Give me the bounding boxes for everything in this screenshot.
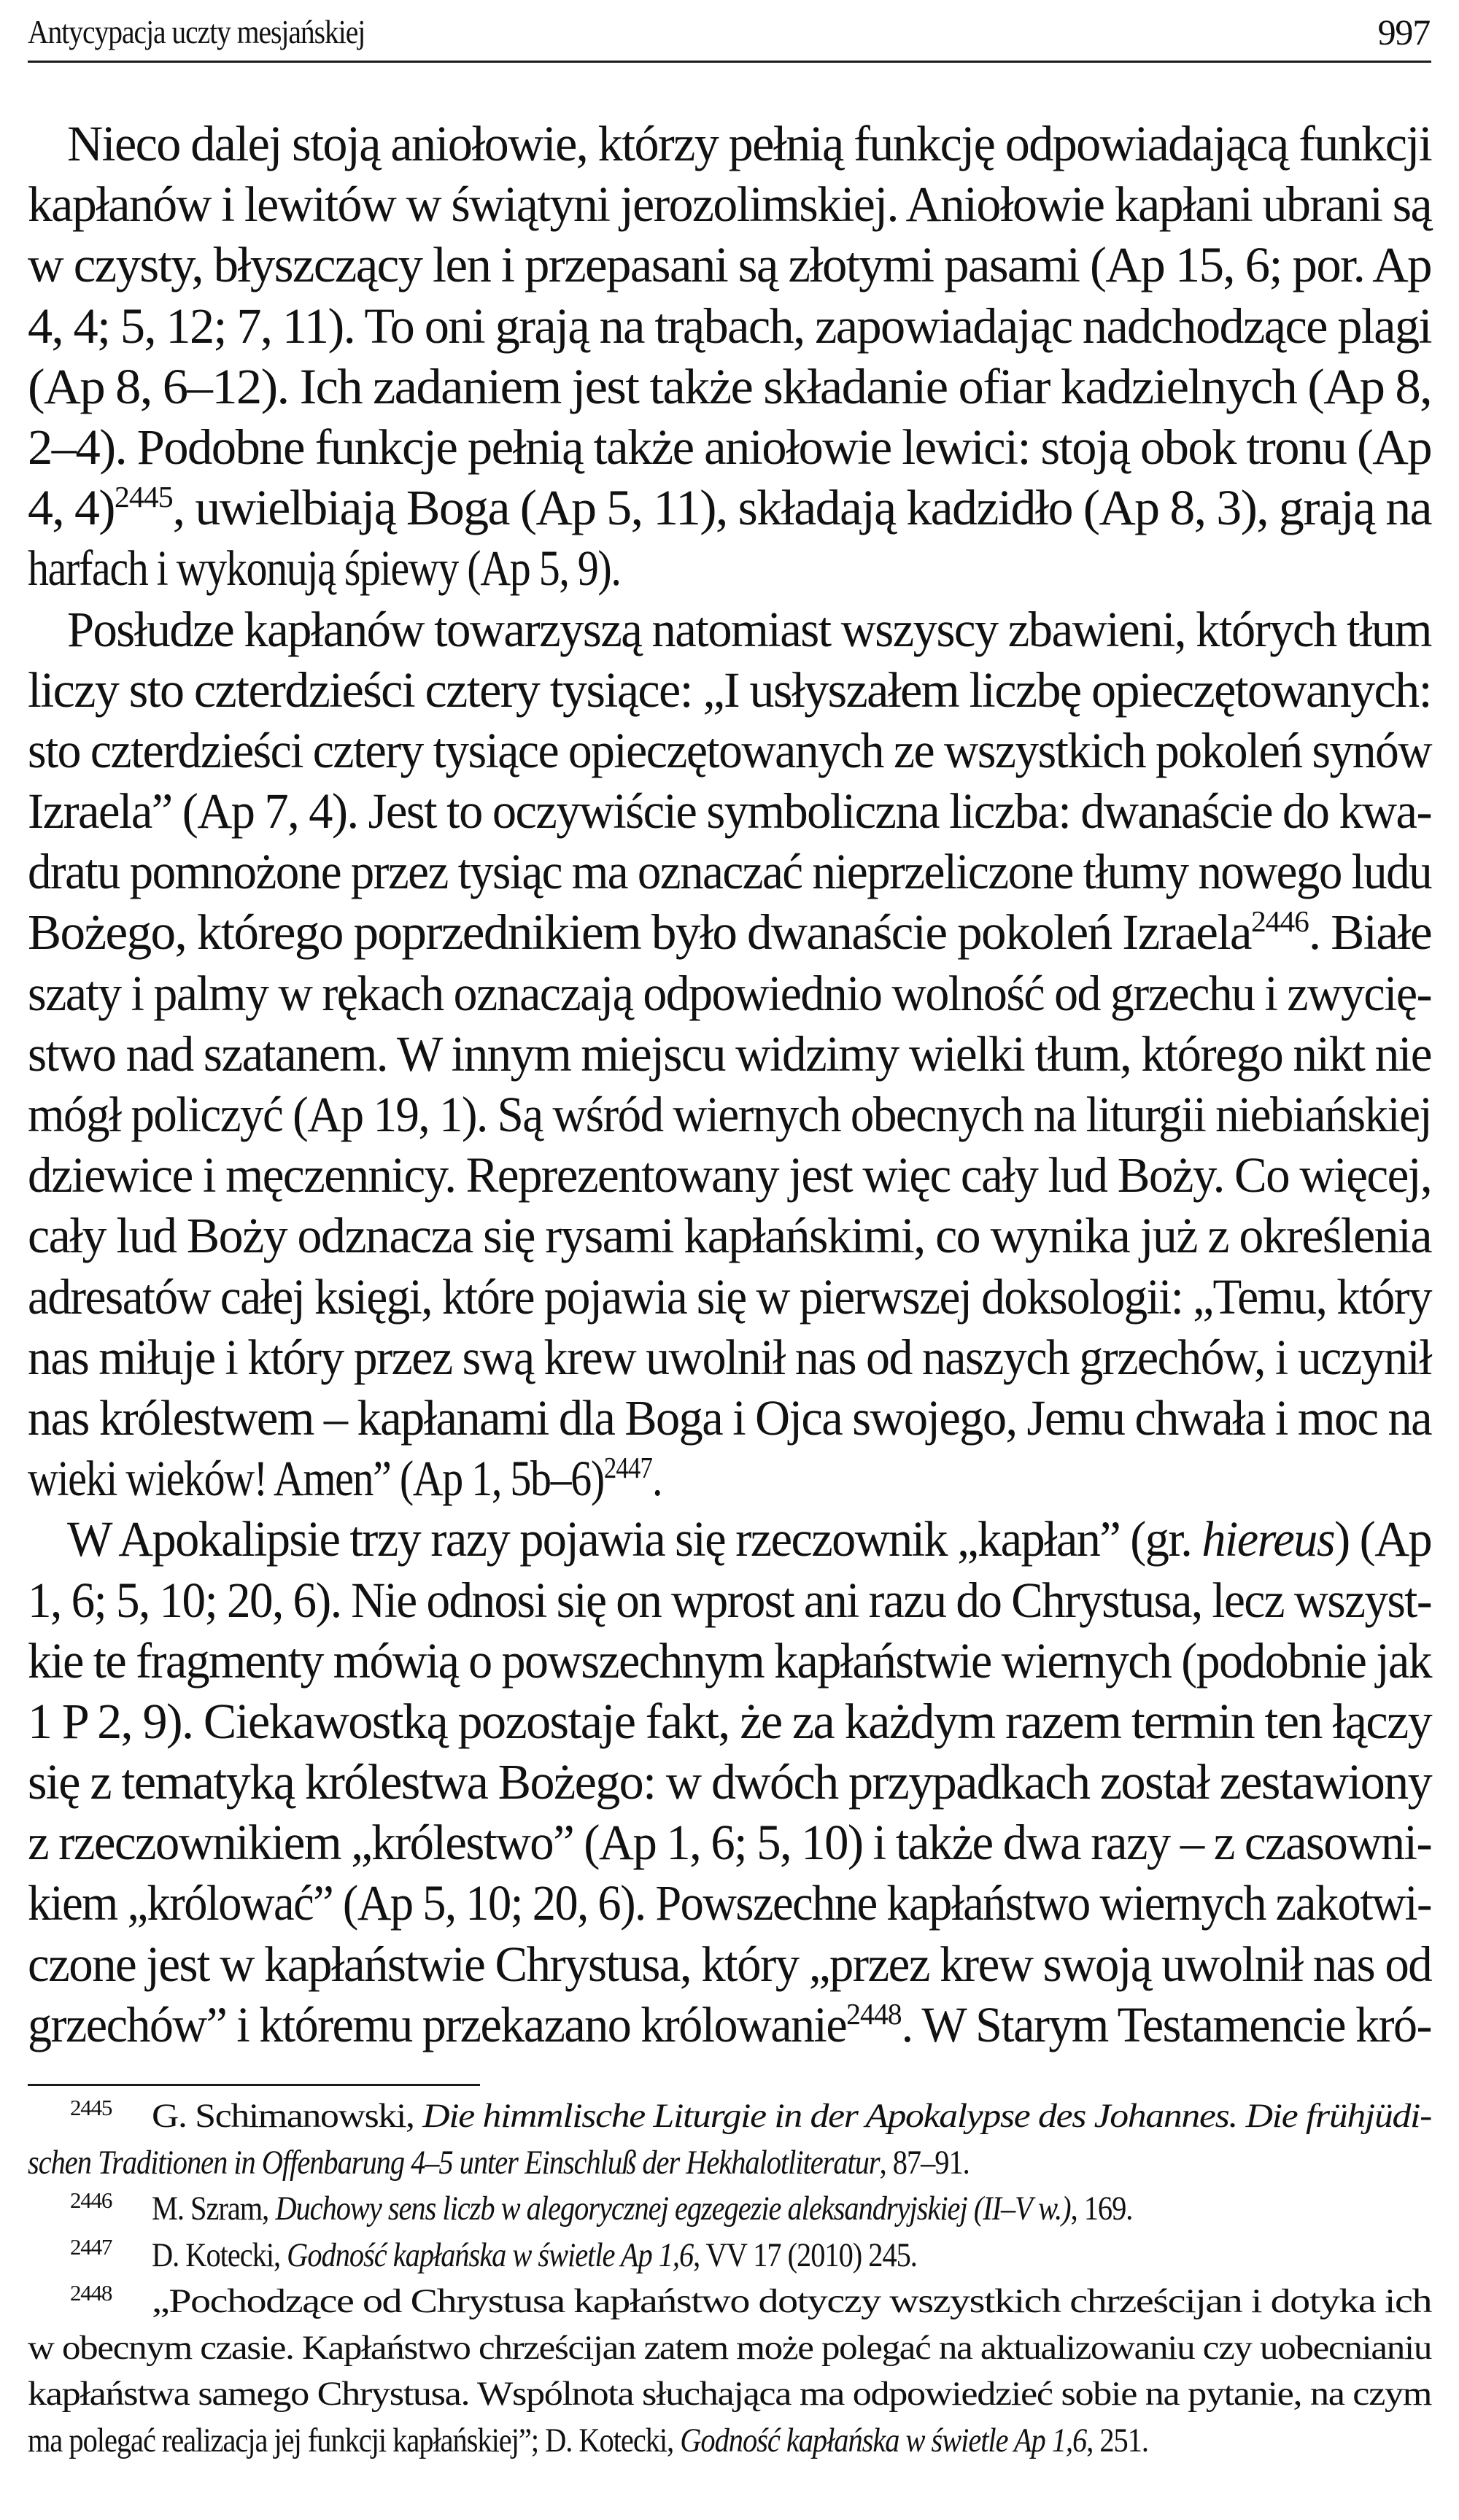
footnote-line: kapłaństwa samego Chrystusa. Wspólnota słuchająca ma odpowiedzieć sobie na pytanie, na czym bbox=[28, 2375, 1432, 2413]
footnote-number: 2447 bbox=[70, 2233, 112, 2260]
footnote-reference[interactable]: 2448 bbox=[846, 1996, 902, 2031]
footnote-number: 2445 bbox=[70, 2095, 112, 2120]
text-line: nas królestwem – kapłanami dla Boga i Ojca swojego, Jemu chwała i moc na bbox=[28, 1389, 1432, 1446]
cited-title: Die himmlische Liturgie in der Apokalypse des Johannes. Die frühjüdi- bbox=[422, 2097, 1431, 2135]
footnote-line: 2448 „Pochodzące od Chrystusa kapłaństwo dotyczy wszystkich chrześcijan i dotyka ich bbox=[28, 2279, 1431, 2325]
text-line: szaty i palmy w rękach oznaczają odpowiednio wolność od grzechu i zwycię- bbox=[28, 965, 1431, 1021]
text-line: nas miłuje i który przez swą krew uwolnił nas od naszych grzechów, i uczynił bbox=[28, 1329, 1431, 1385]
text-line: Bożego, którego poprzednikiem było dwanaście pokoleń Izraela$^{2446}$. Białe bbox=[28, 904, 1432, 961]
text-line: czone jest w kapłaństwie Chrystusa, który „przez krew swoją uwolnił nas od bbox=[28, 1936, 1432, 1992]
text-line: liczy sto czterdzieści cztery tysiące: „I usłyszałem liczbę opieczętowanych: bbox=[28, 662, 1431, 718]
footnote-number: 2446 bbox=[70, 2187, 112, 2213]
cited-title: Godność kapłańska w świetle Ap 1,6 bbox=[287, 2236, 694, 2274]
text-line: adresatów całej księgi, które pojawia się w pierwszej doksologii: „Temu, który bbox=[28, 1268, 1431, 1325]
text-line: kiem „królować” (Ap 5, 10; 20, 6). Powszechne kapłaństwo wiernych zakotwi- bbox=[28, 1875, 1431, 1931]
text-line: wieki wieków! Amen” (Ap 1, 5b–6)$^{2447}$. bbox=[28, 1451, 662, 1507]
text-line: sto czterdzieści cztery tysiące opieczętowanych ze wszystkich pokoleń synów bbox=[28, 722, 1432, 778]
footnote-line: w obecnym czasie. Kapłaństwo chrześcijan zatem może polegać na aktualizowaniu czy uobecnianiu bbox=[28, 2328, 1432, 2367]
text-line: się z tematyką królestwa Bożego: w dwóch przypadkach został zestawiony bbox=[28, 1754, 1432, 1810]
footnote-line: ma polegać realizacja jej funkcji kapłańskiej”; D. Kotecki, Godność kapłańska w świetle Ap 1,6, 251. bbox=[28, 2421, 1148, 2459]
footnote-number: 2448 bbox=[70, 2280, 112, 2306]
footnote-line: 2447 D. Kotecki, Godność kapłańska w świetle Ap 1,6, VV 17 (2010) 245. bbox=[28, 2233, 1431, 2279]
cited-title: Godność kapłańska w świetle Ap 1,6 bbox=[680, 2421, 1087, 2459]
text-line: grzechów” i któremu przekazano królowanie$^{2448}$. W Starym Testamencie kró- bbox=[28, 1996, 1431, 2052]
footnote-line: 2446 M. Szram, Duchowy sens liczb w alegorycznej egzegezie aleksandryjskiej (II–V w.), 169. bbox=[28, 2186, 1431, 2233]
text-line: Nieco dalej stoją aniołowie, którzy pełnią funkcję odpowiadającą funkcji bbox=[67, 116, 1432, 171]
cited-title: Duchowy sens liczb w alegorycznej egzegezie aleksandryjskiej (II–V w.) bbox=[275, 2190, 1071, 2228]
footnotes bbox=[28, 2093, 1431, 2464]
cited-title: schen Traditionen in Offenbarung 4–5 unter Einschluß der Hekhalotliteratur bbox=[28, 2143, 880, 2182]
greek-term: hiereus bbox=[1201, 1511, 1335, 1567]
text-line: harfach i wykonują śpiewy (Ap 5, 9). bbox=[28, 540, 621, 597]
text-line: mógł policzyć (Ap 19, 1). Są wśród wiernych obecnych na liturgii niebiańskiej bbox=[28, 1087, 1431, 1142]
footnote-reference[interactable]: 2447 bbox=[603, 1451, 652, 1485]
header-rule bbox=[28, 61, 1431, 63]
text-line: kie te fragmenty mówią o powszechnym kapłaństwie wiernych (podobnie jak bbox=[28, 1632, 1432, 1689]
text-line: dziewice i męczennicy. Reprezentowany jest więc cały lud Boży. Co więcej, bbox=[28, 1147, 1432, 1203]
text-line: 1, 6; 5, 10; 20, 6). Nie odnosi się on wprost ani razu do Chrystusa, lecz wszyst- bbox=[28, 1572, 1432, 1628]
running-head-title: Antycypacja uczty mesjańskiej bbox=[28, 13, 365, 50]
main-text bbox=[28, 114, 1431, 2055]
page-number: 997 bbox=[1377, 12, 1430, 53]
text-line: 2–4). Podobne funkcje pełnią także aniołowie lewici: stoją obok tronu (Ap bbox=[28, 419, 1432, 475]
footnote-line: schen Traditionen in Offenbarung 4–5 unter Einschluß der Hekhalotliteratur, 87–91. bbox=[28, 2143, 970, 2182]
text-line: Izraela” (Ap 7, 4). Jest to oczywiście symboliczna liczba: dwanaście do kwa- bbox=[28, 783, 1432, 840]
text-line: stwo nad szatanem. W innym miejscu widzimy wielki tłum, którego nikt nie bbox=[28, 1026, 1431, 1082]
running-head bbox=[28, 10, 1431, 61]
text-line: (Ap 8, 6–12). Ich zadaniem jest także składanie ofiar kadzielnych (Ap 8, bbox=[28, 358, 1432, 414]
text-line: dratu pomnożone przez tysiąc ma oznaczać nieprzeliczone tłumy nowego ludu bbox=[28, 844, 1432, 900]
text-line: 4, 4)$^{2445}$, uwielbiają Boga (Ap 5, 11), składają kadzidło (Ap 8, 3), grają na bbox=[28, 480, 1431, 536]
footnote-line: 2445 G. Schimanowski, Die himmlische Liturgie in der Apokalypse des Johannes. Die frühjüdi- bbox=[28, 2093, 1431, 2140]
footnote-reference[interactable]: 2445 bbox=[114, 480, 173, 514]
text-line: kapłanów i lewitów w świątyni jerozolimskiej. Aniołowie kapłani ubrani są bbox=[28, 177, 1432, 233]
text-line: z rzeczownikiem „królestwo” (Ap 1, 6; 5, 10) i także dwa razy – z czasowni- bbox=[28, 1815, 1432, 1871]
footnote-reference[interactable]: 2446 bbox=[1250, 904, 1309, 939]
text-line: Posłudze kapłanów towarzyszą natomiast wszyscy zbawieni, których tłum bbox=[67, 601, 1431, 657]
text-line: cały lud Boży odznacza się rysami kapłańskimi, co wynika już z określenia bbox=[28, 1208, 1431, 1264]
text-line: W Apokalipsie trzy razy pojawia się rzeczownik „kapłan” (gr. hiereus) (Ap bbox=[67, 1511, 1432, 1567]
text-line: 4, 4; 5, 12; 7, 11). To oni grają na trąbach, zapowiadając nadchodzące plagi bbox=[28, 298, 1431, 354]
text-line: w czysty, błyszczący len i przepasani są złotymi pasami (Ap 15, 6; por. Ap bbox=[28, 237, 1431, 293]
text-line: 1 P 2, 9). Ciekawostką pozostaje fakt, że za każdym razem termin ten łączy bbox=[28, 1693, 1432, 1749]
